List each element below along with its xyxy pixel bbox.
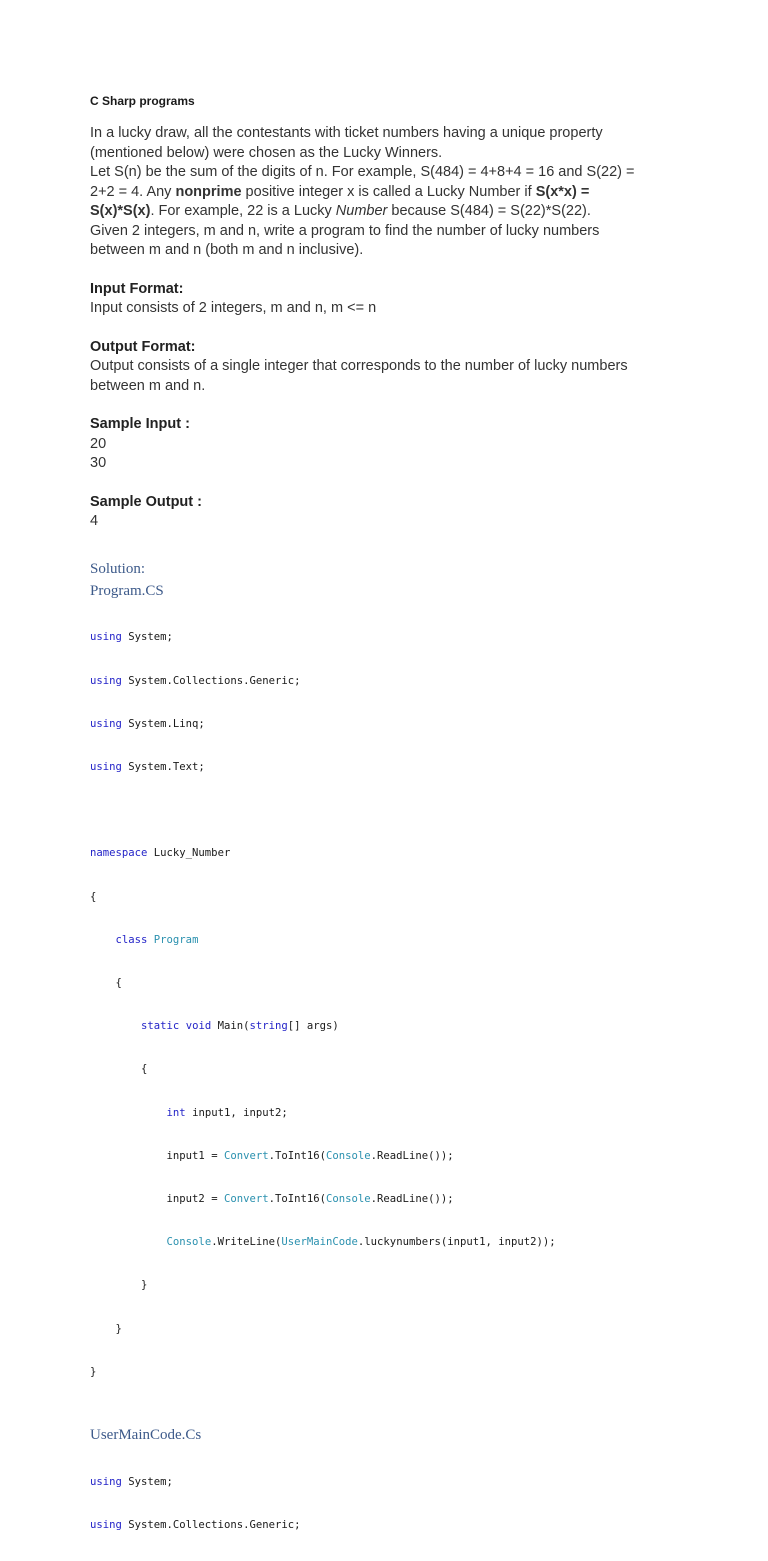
code-text: input1, input2; bbox=[185, 1106, 288, 1119]
code-line bbox=[90, 1192, 680, 1206]
code-line bbox=[90, 1475, 680, 1489]
code-indent bbox=[90, 1323, 116, 1335]
keyword-class: class bbox=[115, 933, 148, 946]
type-program: Program bbox=[153, 933, 199, 946]
code-indent bbox=[90, 1150, 167, 1162]
code-line bbox=[90, 760, 680, 774]
code-text: System.Linq; bbox=[121, 717, 205, 730]
code-text: } bbox=[90, 1365, 97, 1378]
code-line bbox=[90, 674, 680, 688]
type-convert: Convert bbox=[223, 1149, 269, 1162]
code-line bbox=[90, 1322, 680, 1336]
intro-line-4 bbox=[90, 183, 680, 203]
intro-line-5 bbox=[90, 202, 680, 222]
type-console: Console bbox=[326, 1192, 371, 1205]
code-line bbox=[90, 717, 680, 731]
code-line bbox=[90, 1278, 680, 1292]
code-line bbox=[90, 976, 680, 990]
intro-line-1: In a lucky draw, all the contestants with ticket numbers having a unique property bbox=[90, 125, 603, 141]
problem-statement bbox=[90, 124, 680, 261]
code-text: input1 = bbox=[166, 1149, 224, 1162]
code-line bbox=[90, 1019, 680, 1033]
keyword-int: int bbox=[166, 1106, 186, 1119]
code-text: { bbox=[90, 890, 97, 903]
code-text: { bbox=[115, 976, 122, 989]
code-indent bbox=[90, 1107, 167, 1119]
code-line bbox=[90, 890, 680, 904]
nonprime-emphasis: nonprime bbox=[175, 183, 242, 200]
output-format-line-1: Output consists of a single integer that corresponds to the number of lucky numbers bbox=[90, 358, 628, 374]
output-format-heading: Output Format: bbox=[90, 338, 196, 355]
code-text: System; bbox=[121, 631, 173, 644]
document-page bbox=[90, 92, 680, 1561]
program-code-block bbox=[90, 602, 680, 1408]
code-line bbox=[90, 933, 680, 947]
intro-line-2: (mentioned below) were chosen as the Lucky Winners. bbox=[90, 144, 443, 161]
intro-line-6: Given 2 integers, m and n, write a program to find the number of lucky numbers bbox=[90, 222, 600, 239]
code-line bbox=[90, 1518, 680, 1532]
usermaincode-code-block bbox=[90, 1446, 680, 1561]
type-console: Console bbox=[166, 1236, 212, 1249]
code-indent bbox=[90, 1020, 141, 1032]
code-text: System.Collections.Generic; bbox=[121, 1518, 301, 1531]
code-text: { bbox=[141, 1063, 148, 1076]
code-indent bbox=[90, 1279, 141, 1291]
keyword-void: void bbox=[185, 1020, 212, 1033]
intro-line-5-text-b: because S(484) = S(22)*S(22). bbox=[387, 203, 591, 219]
intro-line-4-text-b: positive integer x is called a Lucky Number if bbox=[241, 183, 536, 200]
number-italic: Number bbox=[335, 203, 388, 219]
code-indent bbox=[90, 1193, 167, 1205]
usermaincode-file-heading: UserMainCode.Cs bbox=[90, 1426, 202, 1443]
input-format-section bbox=[90, 280, 680, 319]
code-text: [] args) bbox=[287, 1020, 339, 1033]
code-line bbox=[90, 630, 680, 644]
code-text: input2 = bbox=[166, 1192, 224, 1205]
code-indent bbox=[90, 977, 116, 989]
code-line bbox=[90, 1149, 680, 1163]
solution-heading: Solution: bbox=[90, 560, 146, 577]
keyword-namespace: namespace bbox=[90, 847, 148, 860]
intro-line-7: between m and n (both m and n inclusive). bbox=[90, 242, 364, 258]
sample-input-heading: Sample Input : bbox=[90, 416, 190, 432]
intro-line-5-text-a: . For example, 22 is a Lucky bbox=[150, 203, 336, 219]
output-format-line-2: between m and n. bbox=[90, 377, 206, 394]
code-text: .ToInt16( bbox=[268, 1149, 327, 1162]
input-format-body: Input consists of 2 integers, m and n, m <= n bbox=[90, 300, 377, 316]
keyword-using: using bbox=[90, 717, 122, 730]
input-format-heading: Input Format: bbox=[90, 280, 184, 297]
code-text: .ToInt16( bbox=[268, 1192, 327, 1205]
intro-line-3: Let S(n) be the sum of the digits of n. For example, S(484) = 4+8+4 = 16 and S(22) = bbox=[90, 164, 635, 180]
sample-output-heading: Sample Output : bbox=[90, 493, 202, 510]
type-usermaincode: UserMainCode bbox=[281, 1236, 358, 1249]
code-text: .ReadLine()); bbox=[370, 1149, 454, 1162]
code-text: } bbox=[141, 1279, 148, 1292]
code-text: .ReadLine()); bbox=[370, 1192, 454, 1205]
code-text: System.Text; bbox=[121, 760, 205, 773]
keyword-using: using bbox=[90, 760, 122, 773]
code-text: .WriteLine( bbox=[211, 1236, 282, 1249]
code-line bbox=[90, 1062, 680, 1076]
keyword-using: using bbox=[90, 1518, 122, 1531]
code-line bbox=[90, 1235, 680, 1249]
code-text: Lucky_Number bbox=[147, 847, 231, 860]
type-convert: Convert bbox=[223, 1192, 269, 1205]
code-text: System.Collections.Generic; bbox=[121, 674, 301, 687]
sample-input-value-1: 20 bbox=[90, 435, 107, 452]
formula-emphasis-b: S(x)*S(x) bbox=[90, 203, 151, 219]
keyword-using: using bbox=[90, 631, 122, 644]
keyword-using: using bbox=[90, 1475, 122, 1488]
code-line bbox=[90, 1106, 680, 1120]
type-console: Console bbox=[326, 1149, 371, 1162]
sample-output-section bbox=[90, 493, 680, 532]
output-format-section bbox=[90, 338, 680, 397]
code-line bbox=[90, 1365, 680, 1379]
program-file-heading: Program.CS bbox=[90, 582, 164, 599]
keyword-string: string bbox=[249, 1020, 288, 1033]
code-indent bbox=[90, 1236, 167, 1248]
code-blank-line bbox=[90, 803, 680, 817]
code-indent bbox=[90, 934, 116, 946]
keyword-using: using bbox=[90, 674, 122, 687]
document-title: C Sharp programs bbox=[90, 94, 195, 108]
sample-input-value-2: 30 bbox=[90, 455, 107, 471]
sample-input-section bbox=[90, 415, 680, 474]
intro-line-4-text-a: 2+2 = 4. Any bbox=[90, 183, 176, 200]
code-text: Main( bbox=[211, 1020, 250, 1033]
code-indent bbox=[90, 1063, 141, 1075]
sample-output-value: 4 bbox=[90, 513, 99, 529]
code-text: .luckynumbers(input1, input2)); bbox=[357, 1236, 556, 1249]
code-text: } bbox=[115, 1322, 122, 1335]
keyword-static: static bbox=[141, 1020, 180, 1033]
code-text: System; bbox=[121, 1475, 173, 1488]
code-line bbox=[90, 846, 680, 860]
formula-emphasis-a: S(x*x) = bbox=[535, 183, 590, 200]
